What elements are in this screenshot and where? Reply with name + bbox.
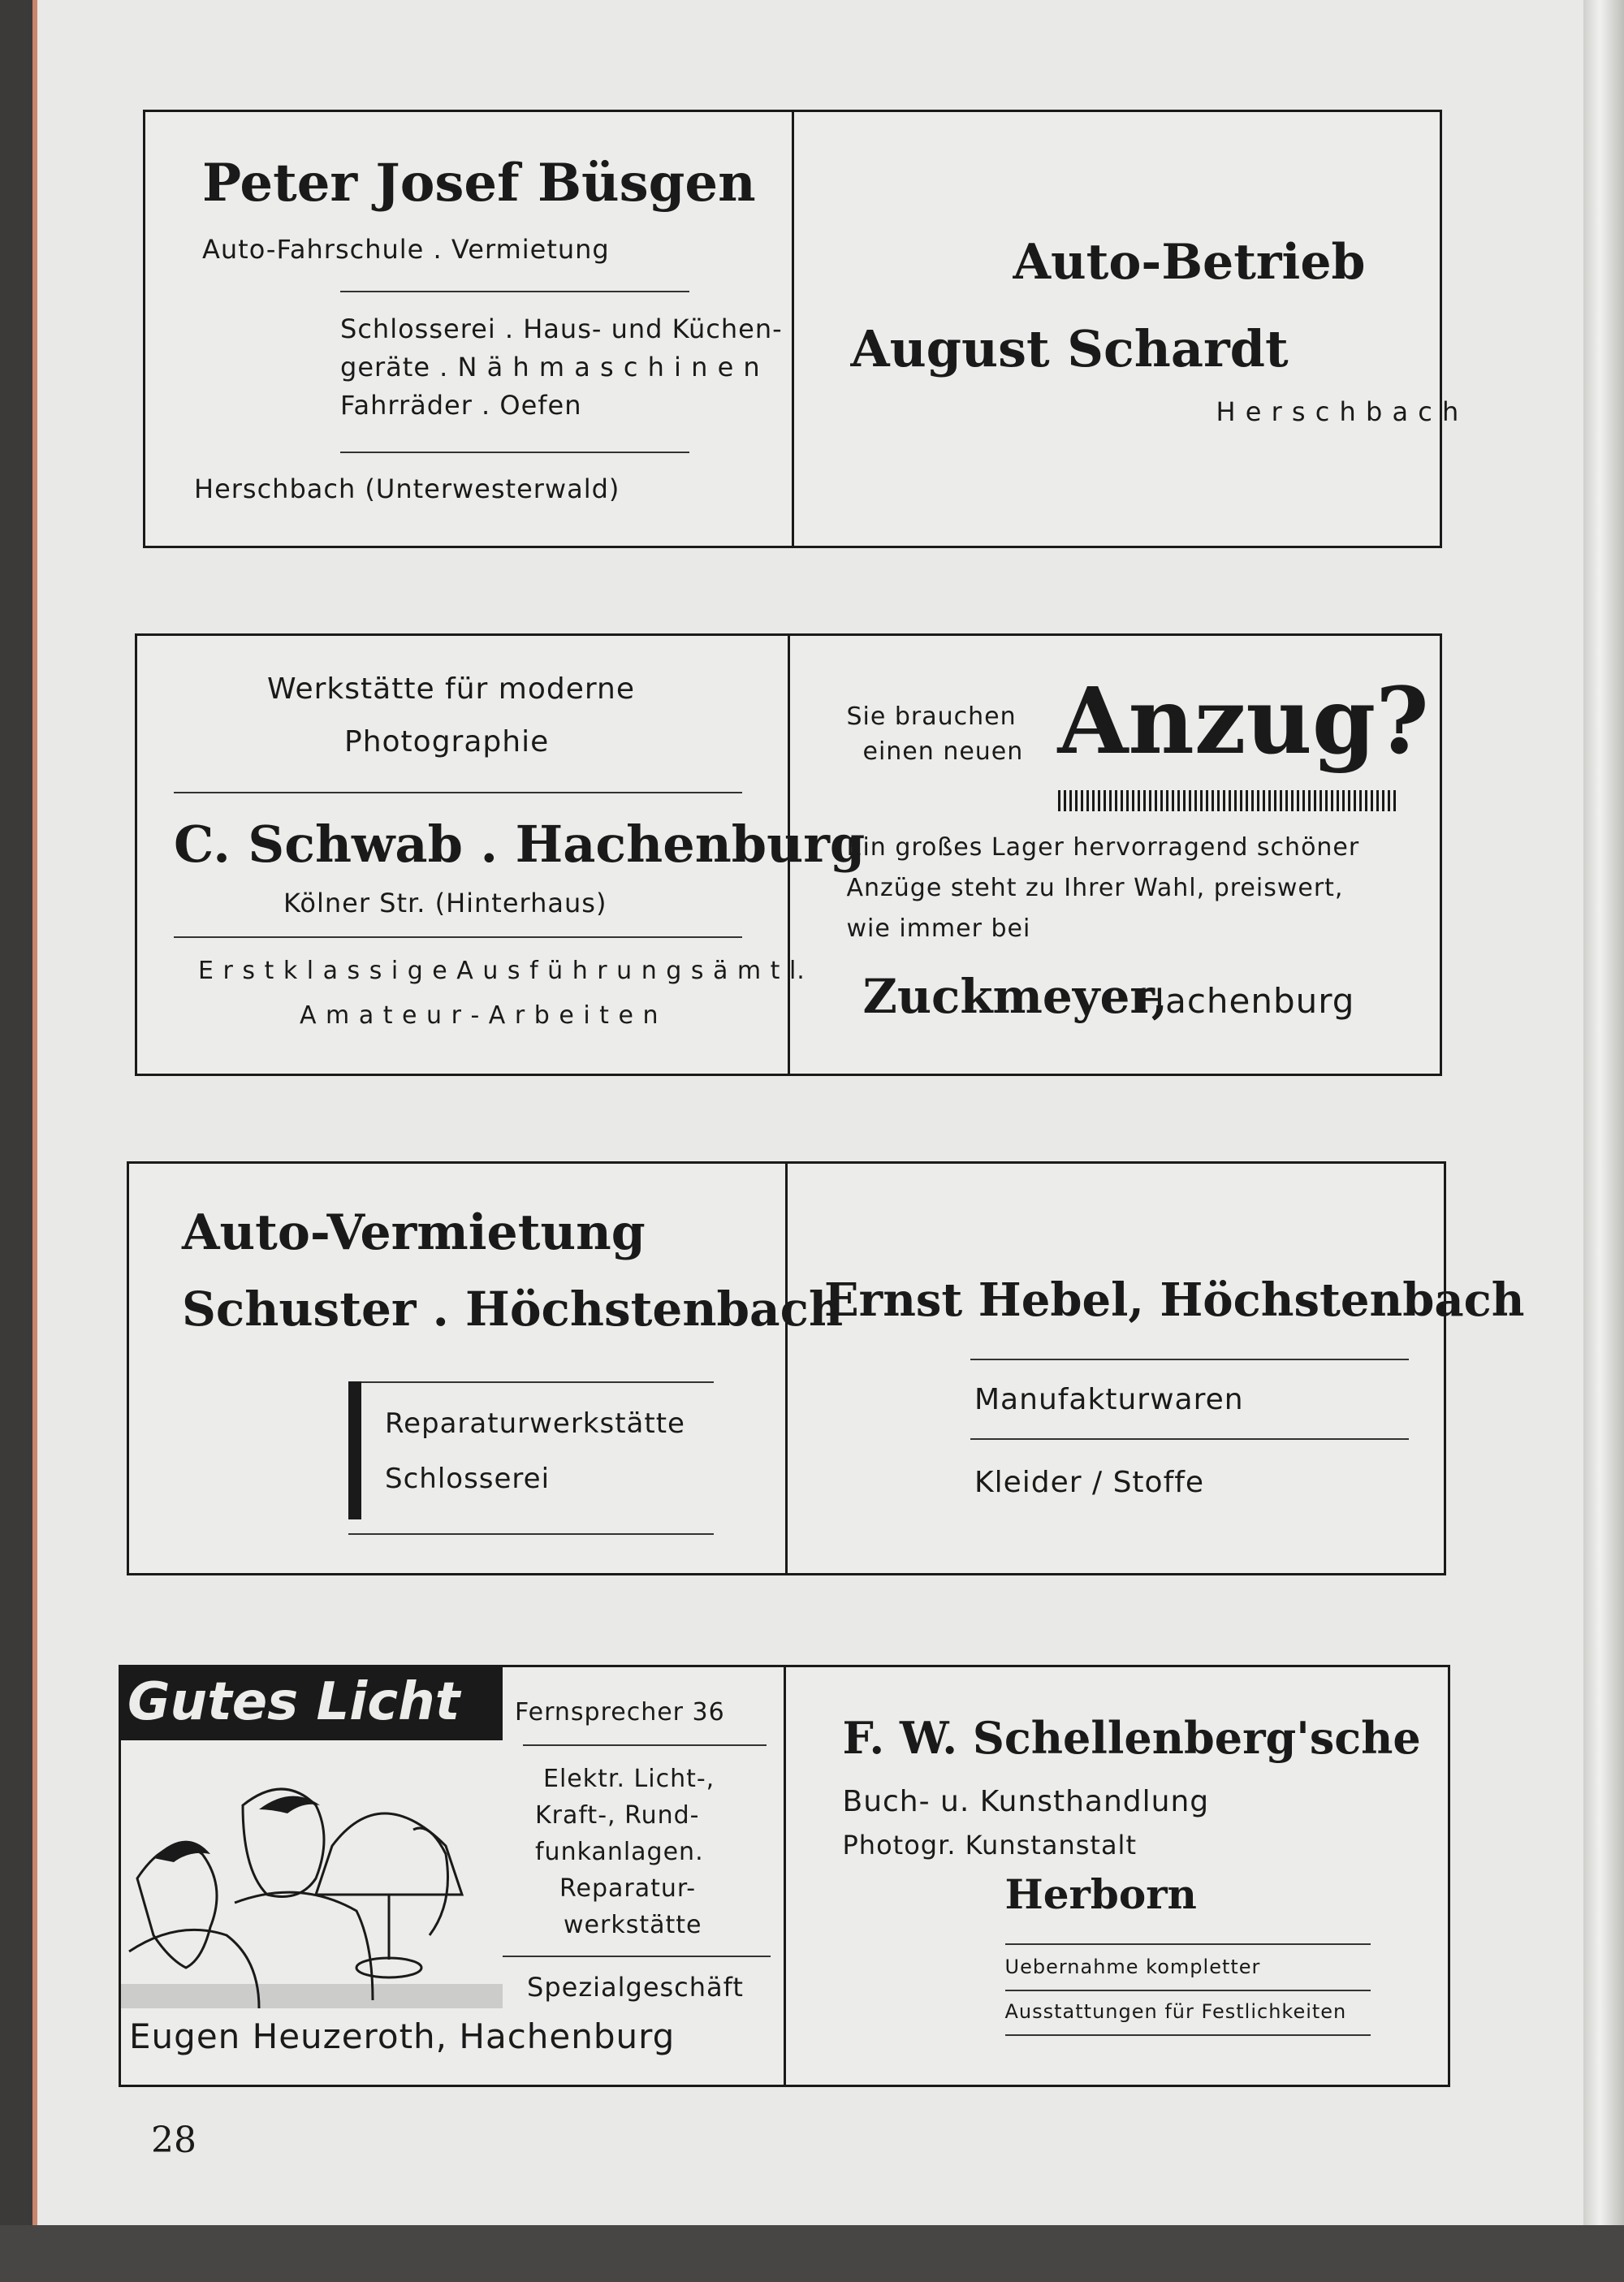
ad-buesgen-service-2: geräte . N ä h m a s c h i n e n (340, 352, 761, 382)
ad-schuster-title: Auto-Vermietung (182, 1204, 646, 1261)
ad-zuckmeyer (788, 636, 1440, 1074)
ad-heuzeroth-special: Spezialgeschäft (527, 1972, 744, 2003)
page-gutter (1583, 0, 1624, 2282)
ad-zuckmeyer-lead2: einen neuen (862, 737, 1024, 766)
ad-schuster-service1: Reparaturwerkstätte (385, 1407, 685, 1440)
ad-schwab-address: Kölner Str. (Hinterhaus) (283, 888, 607, 918)
ad-row-3 (127, 1161, 1525, 1575)
ad-buesgen-subtitle: Auto-Fahrschule . Vermietung (202, 234, 610, 265)
ad-buesgen (145, 112, 792, 546)
divider (174, 936, 742, 938)
hatch-bar (1058, 790, 1399, 811)
ad-heuzeroth-service-5: werkstätte (564, 1911, 702, 1939)
ad-schellenberg-note2: Ausstattungen für Festlichkeiten (1004, 2000, 1347, 2023)
divider (348, 1381, 714, 1383)
accent-bar (348, 1381, 361, 1519)
ad-schwab-line2: Photographie (344, 725, 550, 759)
divider (1005, 1990, 1371, 1991)
ad-schardt-location: H e r s c h b a c h (1216, 396, 1460, 427)
ad-schardt-title: Auto-Betrieb (1013, 234, 1366, 291)
divider (348, 1533, 714, 1535)
divider (340, 291, 689, 292)
divider (1005, 2034, 1371, 2036)
ad-schellenberg-name: F. W. Schellenberg'sche (842, 1712, 1421, 1764)
ad-hebel-name: Ernst Hebel, Höchstenbach (824, 1273, 1525, 1327)
ad-buesgen-service-3: Fahrräder . Oefen (340, 390, 582, 421)
ad-zuckmeyer-body3: wie immer bei (846, 914, 1031, 943)
ad-heuzeroth-phone: Fernsprecher 36 (515, 1698, 725, 1727)
ad-buesgen-location: Herschbach (Unterwesterwald) (194, 473, 620, 504)
ad-heuzeroth-service-4: Reparatur- (559, 1874, 697, 1903)
ad-row-1 (143, 110, 1460, 548)
divider (970, 1359, 1409, 1360)
page (32, 0, 1596, 2225)
ad-schellenberg-note1: Uebernahme kompletter (1004, 1956, 1261, 1978)
ad-zuckmeyer-body2: Anzüge steht zu Ihrer Wahl, preiswert, (846, 874, 1344, 902)
divider (503, 1956, 771, 1957)
ad-schuster-service2: Schlosserei (385, 1463, 551, 1495)
ad-schwab (137, 636, 866, 1074)
ad-schellenberg-city: Herborn (1004, 1870, 1197, 1918)
ad-schuster (129, 1164, 844, 1573)
ad-schellenberg-line2: Photogr. Kunstanstalt (842, 1830, 1137, 1861)
ad-heuzeroth-service-1: Elektr. Licht-, (543, 1765, 715, 1793)
logo-gutes-licht: Gutes Licht (127, 1672, 460, 1732)
ad-schuster-name: Schuster . Höchstenbach (182, 1281, 844, 1337)
divider (970, 1438, 1409, 1440)
ad-schwab-tag1: E r s t k l a s s i g e A u s f ü h r u n g s ä m t l. (198, 957, 806, 985)
divider (174, 792, 742, 793)
divider (340, 452, 689, 453)
page-bottom-edge (0, 2225, 1624, 2282)
page-number: 28 (151, 2120, 197, 2161)
ad-schwab-line1: Werkstätte für moderne (267, 672, 635, 706)
ad-schellenberg (784, 1667, 1449, 2085)
ad-heuzeroth-name: Eugen Heuzeroth, Hachenburg (129, 2016, 676, 2056)
ad-hebel-line2: Kleider / Stoffe (974, 1466, 1205, 1499)
ad-schardt (792, 112, 1460, 546)
ad-heuzeroth-service-3: funkanlagen. (535, 1838, 704, 1866)
ad-zuckmeyer-body1: Ein großes Lager hervorragend schöner (846, 833, 1360, 862)
ad-buesgen-name: Peter Josef Büsgen (202, 153, 756, 214)
ad-schwab-tag2: A m a t e u r - A r b e i t e n (300, 1001, 659, 1030)
ad-schwab-name: C. Schwab . Hachenburg (174, 815, 866, 874)
ad-zuckmeyer-name: Zuckmeyer, (862, 969, 1168, 1024)
ad-zuckmeyer-headline: Anzug? (1057, 668, 1429, 775)
ad-row-2 (135, 633, 1442, 1076)
ad-zuckmeyer-city: Hachenburg (1138, 981, 1355, 1021)
divider (523, 1744, 767, 1746)
ad-hebel-line1: Manufakturwaren (974, 1383, 1244, 1416)
ad-zuckmeyer-lead1: Sie brauchen (846, 702, 1017, 731)
ad-schellenberg-line1: Buch- u. Kunsthandlung (842, 1785, 1210, 1818)
ad-hebel (785, 1164, 1525, 1573)
ad-heuzeroth-service-2: Kraft-, Rund- (535, 1801, 700, 1830)
ad-buesgen-service-1: Schlosserei . Haus- und Küchen- (340, 313, 783, 344)
ad-row-4 (119, 1665, 1450, 2087)
ad-heuzeroth (121, 1667, 784, 2085)
divider (1005, 1943, 1371, 1945)
ad-schardt-name: August Schardt (850, 319, 1289, 378)
